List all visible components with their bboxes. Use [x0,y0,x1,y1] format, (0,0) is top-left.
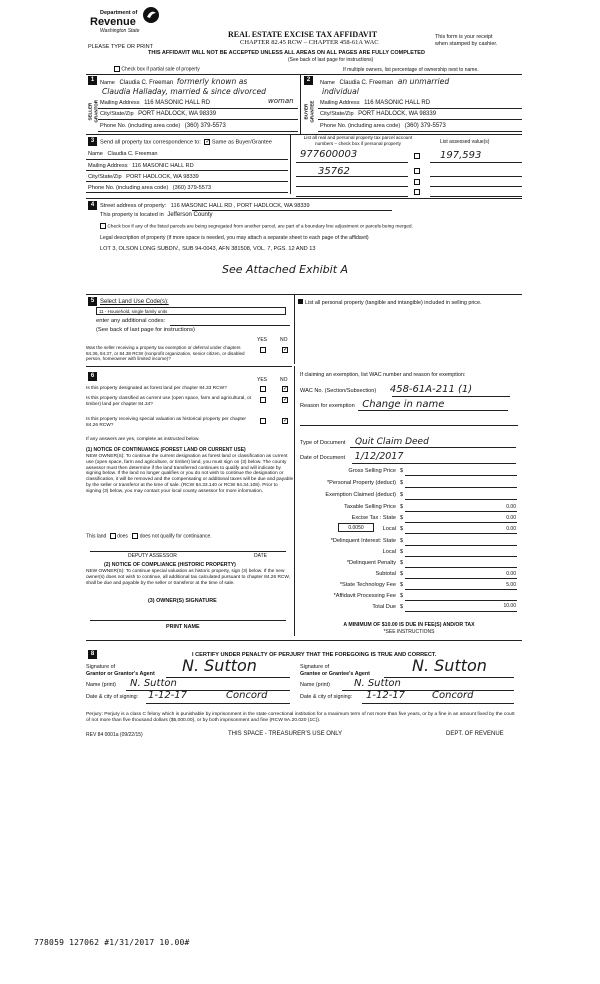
affidavit-fee-label: *Affidavit Processing Fee [333,593,396,599]
segregated-label: Check box if any of the listed parcels are being segregated from another parcel, are part of a boundary line adjustment or parcels being merged. [107,224,413,230]
seller-city[interactable]: PORT HADLOCK, WA 98339 [138,111,217,117]
revenue-swirl-icon [142,6,160,24]
subtotal-value[interactable]: 0.00 [506,571,516,577]
total-due-value[interactable]: 10.00 [503,603,516,609]
seller-mailing[interactable]: 116 MASONIC HALL RD [144,100,211,106]
notice2-title: (2) NOTICE OF COMPLIANCE (HISTORIC PROPERTY) [104,562,236,568]
form-chapter: CHAPTER 82.45 RCW – CHAPTER 458-61A WAC [240,39,379,46]
land-does-label: does [117,533,128,540]
s5-exemption-question: Was the seller receiving a property tax exemption or deferral under chapters 84.36, 84.37, or 84.38 RCW (nonprofit organization, senior citizen, or disabled person, homeowner with limited income)? [86,345,245,362]
local-rate-value: 0.0050 [348,525,364,531]
treasurer-use: THIS SPACE - TREASURER'S USE ONLY [228,731,343,737]
grantor-date[interactable]: 1-12-17 [148,690,188,701]
partial-sale [114,66,200,73]
local-label: Local [382,526,396,532]
parcel-2[interactable]: 35762 [318,166,350,177]
wac-value[interactable]: 458-61A-211 (1) [389,384,473,395]
exemption-deduct-label: Exemption Claimed (deduct) [325,492,396,498]
grantor-signature-block [86,656,296,712]
grantor-sig-label-1: Signature of [86,664,116,670]
form-revision: REV 84 0001a (09/22/15) [86,732,143,738]
land-does-checkbox[interactable] [110,533,116,539]
buyer-hw-line1: an unmarried [397,77,450,86]
receipt-note-2: when stamped by cashier. [435,40,498,47]
see-instructions: *SEE INSTRUCTIONS [383,629,435,635]
section-3-number: 3 [88,137,97,146]
land-does-not-checkbox[interactable] [132,533,138,539]
s3-name-row [88,151,158,158]
seller-phone-row [100,123,226,131]
grantee-sig-label-2: Grantee or Grantee's Agent [300,670,370,677]
s3-city-label: City/State/Zip [88,174,122,180]
taxable-dollar: $ [400,504,404,510]
parcel-3-personal-checkbox[interactable] [414,179,420,185]
grantee-date[interactable]: 1-12-17 [366,690,406,701]
grantee-city[interactable]: Concord [432,690,474,701]
gross-dollar: $ [400,468,404,474]
personal-deduct-label: *Personal Property (deduct) [326,480,396,486]
taxable-label: Taxable Selling Price [344,504,396,510]
s3-phone[interactable]: (360) 379-5573 [172,185,212,191]
seller-hw-line2: Claudia Halladay, married & since divorced [102,87,266,96]
legal-label: Legal description of property (if more space is needed, you may attach a separate sheet to each page of the affidavit) [100,235,369,241]
agency-line1: Department of [100,10,138,16]
grantor-name-print-label: Name (print) [86,682,116,688]
see-back-instructions: (See back of last page for instructions) [288,57,374,63]
s6-q2-no[interactable] [282,397,288,403]
parcel-header-1: List all real and personal property tax parcel account [303,135,413,140]
buyer-name[interactable]: Claudia C. Freeman [339,80,394,86]
personal-dollar: $ [400,480,404,486]
subtotal-dollar: $ [400,571,404,577]
local-rate-box[interactable] [338,523,374,532]
s3-city-row [88,174,199,181]
section-1-number: 1 [88,76,97,85]
excise-state-dollar: $ [400,515,404,521]
minimum-note: A MINIMUM OF $10.00 IS DUE IN FEE(S) AND/OR TAX [343,622,475,628]
receipt-note-1: This form is your receipt [435,34,493,40]
notice1-title: (1) NOTICE OF CONTINUANCE (FOREST LAND OR CURRENT USE) [86,447,246,453]
s6-q3-yes[interactable] [260,418,266,424]
s6-if-yes: If any answers are yes, complete as instructed below. [86,437,200,442]
section-5-number: 5 [88,297,97,306]
claim-exemption-label: If claiming an exemption, list WAC number and reason for exemption: [300,372,466,378]
seller-name-row [100,77,300,88]
doc-type-value[interactable]: Quit Claim Deed [354,437,429,447]
s5-yes-header: YES [257,337,268,343]
parcel-1[interactable]: 977600003 [300,149,358,160]
warning: THIS AFFIDAVIT WILL NOT BE ACCEPTED UNLESS ALL AREAS ON ALL PAGES ARE FULLY COMPLETED [148,50,425,56]
grantor-city[interactable]: Concord [226,690,268,701]
parcel-header-2: numbers – check box if personal property [315,140,401,146]
seller-mailing-row [100,100,210,108]
assessed-header: List assessed value(s) [440,139,490,145]
s6-q1: Is this property designated as forest land per chapter 84.33 RCW? [86,386,227,391]
grantor-name-print[interactable]: N. Sutton [130,678,177,689]
agency-line3: Washington State [100,28,140,34]
s3-name[interactable]: Claudia C. Freeman [107,151,158,157]
grantor-sig-label [86,664,155,678]
receipt-note [435,34,497,48]
perjury-notice: Perjury: Perjury is a class C felony which is punishable by imprisonment in the state correctional institution for a maximum term of not more than five years, or by a fine in an amount fixed by the court of not more than five thousand dollars ($5,000.00), or by both imprisonment and fine (RCW 9A.20.020 (1C)). [86,712,515,724]
grantor-signature[interactable]: N. Sutton [182,656,257,675]
street-address[interactable]: 116 MASONIC HALL RD , PORT HADLOCK, WA 98339 [170,203,310,209]
agency-line2: Revenue [90,16,136,28]
header [80,8,560,78]
certify-statement: I CERTIFY UNDER PENALTY OF PERJURY THAT THE FOREGOING IS TRUE AND CORRECT. [192,652,437,658]
total-due-label: Total Due [372,604,396,610]
subtotal-label: Subtotal [375,571,396,577]
grantee-name-print[interactable]: N. Sutton [354,678,401,689]
land-use-label: Select Land Use Code(s): [100,299,169,305]
same-as-buyer-checkbox[interactable] [204,139,210,145]
s3-mailing-row [88,163,194,170]
notice2-body: NEW OWNER(S): To continue special valuation as historic property, sign (3) below. If the new owner(s) does not wish to continue, all additional tax calculated pursuant to chapter 84.26 RCW, shall be due and payable by the seller or transferor at the time of sale. [86,569,290,586]
tech-fee-label: *State Technology Fee [339,582,396,588]
buyer-hw-line2: individual [322,87,359,96]
s3-name-label: Name [88,151,103,157]
delinq-local-label: Local [382,549,396,555]
print-name-label: PRINT NAME [166,624,200,630]
local-value[interactable]: 0.00 [506,526,516,532]
delinq-penalty-label: *Delinquent Penalty [346,560,396,566]
section-7-marker [298,299,303,304]
doc-date-value[interactable]: 1/12/2017 [354,451,404,462]
section-2-number: 2 [304,76,313,85]
county[interactable]: Jefferson County [167,212,213,218]
s6-yes-header: YES [257,377,268,383]
seller-city-row [100,111,216,119]
s6-q2-yes[interactable] [260,397,266,403]
delinq-penalty-dollar: $ [400,560,404,566]
seller-city-label: City/State/Zip [100,111,134,117]
dept-revenue: DEPT. OF REVENUE [446,731,504,737]
additional-codes-label: enter any additional codes: [96,318,166,324]
buyer-mailing-row [320,100,430,108]
land-qualify-row [86,533,212,540]
s6-q1-yes[interactable] [260,386,266,392]
located-row [100,212,213,220]
multiple-owners-note: If multiple owners, list percentage of ownership next to name. [343,67,479,73]
s5-see-back: (See back of last page for instructions) [96,327,195,333]
wac-label: WAC No. (Section/Subsection) [300,388,377,394]
seller-name[interactable]: Claudia C. Freeman [119,80,174,86]
parcel-4-personal-checkbox[interactable] [414,189,420,195]
grantor-sig-label-2: Grantor or Grantor's Agent [86,670,155,677]
street-address-row [100,203,310,210]
seller-hw-line3: woman [268,97,294,105]
total-due-dollar: $ [400,604,404,610]
delinq-interest-dollar: $ [400,538,404,544]
s6-no-header: NO [280,377,288,383]
assessed-1[interactable]: 197,593 [440,150,482,161]
grantee-sig-label-1: Signature of [300,664,330,670]
s5-yes-checkbox[interactable] [260,347,266,353]
s3-city[interactable]: PORT HADLOCK, WA 98339 [126,174,199,180]
s6-q3: Is this property receiving special valuation as historical property per chapter 84.26 RCW? [86,417,246,428]
buyer-side-label: BUYER GRANTEE [303,100,314,123]
grantee-sig-label [300,664,370,678]
parcel-1-personal-checkbox[interactable] [414,153,420,159]
seller-name-label: Name [100,80,115,86]
s6-q3-no[interactable] [282,418,288,424]
located-label: This property is located in [100,212,164,218]
delinq-interest-label: *Delinquent Interest: State [330,538,396,544]
receipt-stamp: 778059 127062 #1/31/2017 10.00# [34,938,190,947]
buyer-city-row [320,111,436,119]
exemption-dollar: $ [400,492,404,498]
buyer-phone-row [320,123,446,131]
send-label: Send all property tax correspondence to: [100,139,201,146]
s3-mailing-label: Mailing Address [88,163,128,169]
partial-sale-label: Check box if partial sale of property [121,66,200,73]
doc-type-label: Type of Document [300,440,346,446]
grantee-signature-block [300,656,520,712]
seller-mailing-label: Mailing Address [100,100,140,106]
please-type: PLEASE TYPE OR PRINT [88,44,154,50]
doc-date-label: Date of Document [300,455,346,461]
s5-no-checkbox[interactable] [282,347,288,353]
personal-property-label: List all personal property (tangible and intangible) included in selling price. [305,300,482,306]
grantee-signature[interactable]: N. Sutton [412,656,487,675]
excise-state-label: Excise Tax : State [351,515,396,521]
revenue-logo [90,8,160,36]
section-4-number: 4 [88,201,97,210]
segregated-row [100,223,413,230]
gross-label: Gross Selling Price [348,468,396,474]
deputy-assessor-label: DEPUTY ASSESSOR [128,553,177,559]
buyer-city[interactable]: PORT HADLOCK, WA 98339 [358,111,437,117]
land-use-select[interactable] [96,307,286,315]
seller-phone-label: Phone No. (including area code) [100,123,181,129]
wac-row [300,384,472,397]
buyer-name-label: Name [320,80,335,86]
grantee-name-print-label: Name (print) [300,682,330,688]
parcel-header [292,135,424,147]
seller-side-label: SELLER GRANTOR [87,99,98,123]
local-dollar: $ [400,526,404,532]
s3-phone-row [88,185,211,192]
reason-value[interactable]: Change in name [362,399,445,410]
grantee-date-city-label: Date & city of signing: [300,694,353,700]
tech-fee-value[interactable]: 5.00 [506,582,516,588]
section-8-number: 8 [88,650,97,659]
delinq-local-dollar: $ [400,549,404,555]
tech-fee-dollar: $ [400,582,404,588]
reason-label: Reason for exemption [300,403,355,409]
land-use-value: 11 - Household, single family units [99,309,168,314]
section-6-number: 6 [88,372,97,381]
affidavit-fee-dollar: $ [400,593,404,599]
doc-date-row [300,451,403,463]
hw-exhibit: See Attached Exhibit A [222,263,349,276]
this-land-label: This land [86,533,107,540]
buyer-phone-label: Phone No. (including area code) [320,123,401,129]
grantor-date-city-label: Date & city of signing: [86,694,139,700]
s5-no-header: NO [280,337,288,343]
partial-sale-checkbox[interactable] [114,66,120,72]
deputy-date-label: DATE [254,553,267,559]
same-as-buyer-label: Same as Buyer/Grantee [211,139,272,146]
land-does-not-label: does not qualify for continuance. [139,533,212,540]
street-label: Street address of property: [100,203,167,209]
owner-signature-label: (3) OWNER(S) SIGNATURE [148,598,217,604]
parcel-2-personal-checkbox[interactable] [414,168,420,174]
legal-description[interactable]: LOT 3, OLSON LONG SUBDIV., SUB 94-0043, AFN 381508, VOL. 7, PGS. 12 AND 13 [100,246,316,252]
seller-phone[interactable]: (360) 379-5573 [184,123,226,129]
buyer-phone[interactable]: (360) 379-5573 [404,123,446,129]
s6-q2: Is this property classified as current use (open space, farm and agricultural, or timber) land per chapter 84.34? [86,396,252,407]
s3-mailing[interactable]: 116 MASONIC HALL RD [132,163,194,169]
send-correspondence [100,139,272,146]
taxable-value[interactable]: 0.00 [506,504,516,510]
s6-q1-no[interactable] [282,386,288,392]
form-title: REAL ESTATE EXCISE TAX AFFIDAVIT [228,30,378,39]
buyer-mailing-label: Mailing Address [320,100,360,106]
buyer-city-label: City/State/Zip [320,111,354,117]
s3-phone-label: Phone No. (including area code) [88,185,169,191]
segregated-checkbox[interactable] [100,223,106,229]
buyer-mailing[interactable]: 116 MASONIC HALL RD [364,100,431,106]
excise-state-value[interactable]: 0.00 [506,515,516,521]
notice1-body: NEW OWNER(S): To continue the current designation as forest land or classification as current use (open space, farm and agriculture, or timber) land, you must sign on (3) below. The county assessor must then determine if the land transferred continues to qualify and will indicate by signing below. If the land no longer qualifies or you do not wish to continue the designation or classification, it will be removed and the compensating or additional taxes will be due and payable by the seller or transferor at the time of sale. (RCW 84.33.140 or RCW 84.34.108). Prior to signing (3) below, you may contact your local county assessor for more information. [86,454,294,494]
buyer-name-row [320,77,530,88]
seller-hw-line1: formerly known as [176,77,248,86]
